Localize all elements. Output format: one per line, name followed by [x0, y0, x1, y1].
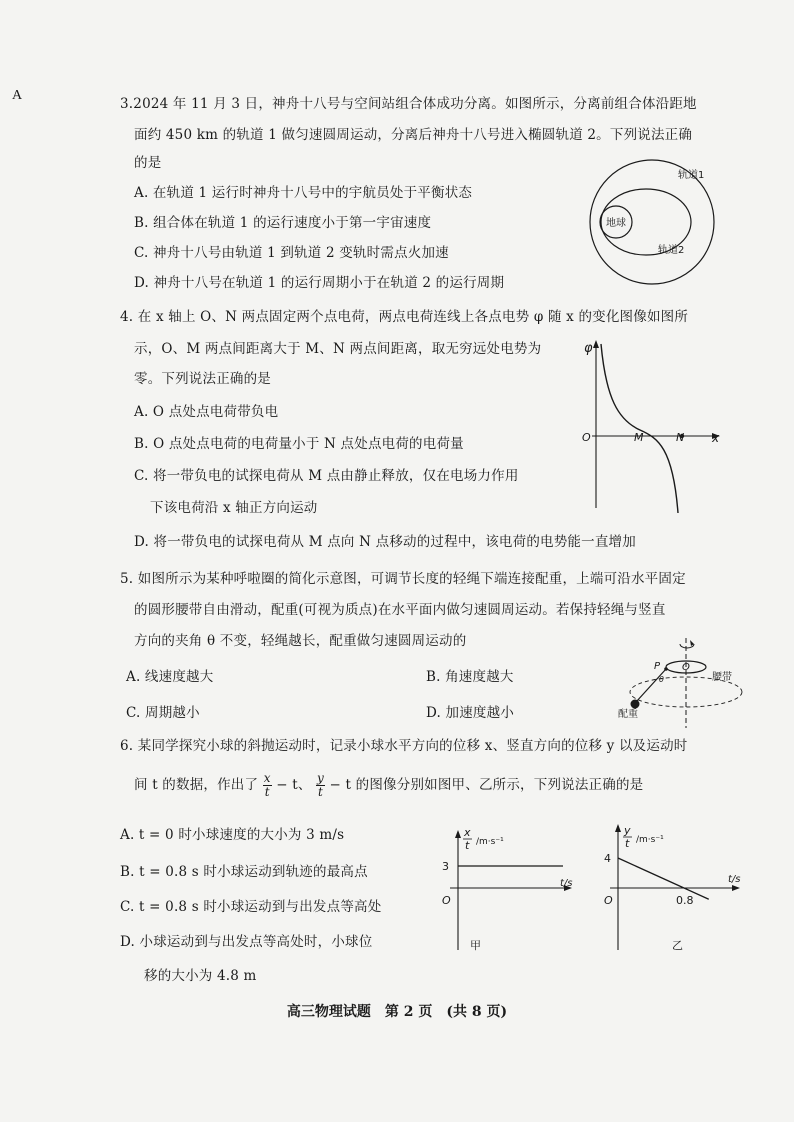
q4-option-c-cont: 下该电荷沿 x 轴正方向运动	[150, 500, 318, 516]
q3-option-b: B. 组合体在轨道 1 的运行速度小于第一宇宙速度	[134, 215, 432, 231]
chart-b-x-label: t/s	[728, 874, 741, 885]
frac-x-den: t	[264, 785, 270, 799]
q4-option-a: A. O 点处点电荷带负电	[134, 404, 279, 420]
chart-a-y-arrow	[455, 830, 461, 838]
rope	[636, 669, 666, 702]
chart-a-y-num: x	[464, 826, 471, 839]
theta-label: θ	[659, 675, 664, 684]
orbit-1-label: 轨道1	[678, 170, 705, 181]
page-footer: 高三物理试题 第 2 页 (共 8 页)	[286, 1004, 508, 1020]
q6-option-d: D. 小球运动到与出发点等高处时，小球位	[120, 934, 373, 950]
chart-b-y-den: t	[625, 837, 630, 850]
belt-label: 腰带	[712, 672, 732, 683]
q5-stem-line-2: 的圆形腰带自由滑动，配重(可视为质点)在水平面内做匀速圆周运动。若保持轻绳与竖直	[134, 602, 666, 618]
q6-stem-line-2	[134, 770, 643, 800]
q5-option-c: C. 周期越小	[126, 705, 200, 721]
q6-stem-line-1: 6. 某同学探究小球的斜抛运动时，记录小球水平方向的位移 x、竖直方向的位移 y 以及运动时	[120, 738, 688, 754]
chart-b-y-arrow	[615, 824, 621, 832]
x-label: x	[712, 431, 720, 445]
q6-line2-pre: 间 t 的数据，作出了	[134, 777, 259, 793]
chart-a-x-label: t/s	[560, 878, 573, 889]
chart-a-ytick-label: 3	[442, 860, 449, 873]
q3-stem-line-3: 的是	[134, 155, 162, 171]
origin-o-label: O	[582, 431, 591, 444]
fraction-x-over-t	[263, 772, 272, 799]
o-label: O	[682, 662, 690, 673]
q3-orbit-figure	[586, 150, 716, 290]
q6-chart-a	[428, 822, 588, 962]
chart-b-y-num: y	[624, 824, 631, 837]
q6-dash-t-2: − t	[329, 777, 352, 793]
q6-option-d-cont: 移的大小为 4.8 m	[144, 968, 257, 984]
q4-option-b: B. O 点处点电荷的电荷量小于 N 点处点电荷的电荷量	[134, 436, 464, 452]
phi-label: φ	[584, 341, 593, 356]
frac-y-num: y	[317, 771, 324, 785]
q3-option-c: C. 神舟十八号由轨道 1 到轨道 2 变轨时需点火加速	[134, 245, 449, 261]
orbit-2-label: 轨道2	[658, 245, 685, 256]
chart-a-y-den: t	[465, 839, 470, 852]
point-n-label: N	[676, 431, 685, 444]
phi-curve	[601, 344, 678, 513]
phi-axis-arrow	[593, 340, 599, 348]
q4-option-c: C. 将一带负电的试探电荷从 M 点由静止释放，仅在电场力作用	[134, 468, 519, 484]
frac-x-num: x	[263, 771, 271, 785]
chart-b-series-line	[618, 858, 709, 899]
q6-dash-t-1: − t、	[276, 777, 312, 793]
p-label: P	[654, 661, 661, 672]
q4-option-d: D. 将一带负电的试探电荷从 M 点向 N 点移动的过程中，该电荷的电势能一直增加	[134, 534, 636, 550]
fraction-y-over-t	[316, 772, 325, 799]
chart-b-caption: 乙	[672, 939, 683, 952]
chart-a-y-unit: /m·s⁻¹	[476, 837, 504, 847]
q6-option-b: B. t = 0.8 s 时小球运动到轨迹的最高点	[120, 864, 368, 880]
q6-chart-b	[592, 822, 752, 962]
chart-b-xtick-label: 0.8	[676, 894, 694, 907]
q6-option-a: A. t = 0 时小球速度的大小为 3 m/s	[120, 827, 345, 843]
q3-option-a: A. 在轨道 1 运行时神舟十八号中的宇航员处于平衡状态	[134, 185, 473, 201]
point-m-label: M	[634, 431, 644, 444]
q3-stem-line-2: 面约 450 km 的轨道 1 做匀速圆周运动，分离后神舟十八号进入椭圆轨道 2。下列说法正确	[134, 127, 693, 143]
q5-option-d: D. 加速度越小	[426, 705, 515, 721]
page-marker: A	[12, 88, 23, 103]
q3-stem-line-1: 3.2024 年 11 月 3 日，神舟十八号与空间站组合体成功分离。如图所示，分离前组合体沿距地	[120, 96, 697, 112]
q4-stem-line-3: 零。下列说法正确的是	[134, 371, 271, 387]
q5-option-a: A. 线速度越大	[126, 669, 214, 685]
chart-b-y-unit: /m·s⁻¹	[636, 835, 664, 845]
q5-stem-line-1: 5. 如图所示为某种呼啦圈的简化示意图，可调节长度的轻绳下端连接配重，上端可沿水平固定	[120, 571, 686, 587]
chart-b-marks	[604, 852, 709, 907]
chart-a-caption: 甲	[470, 939, 481, 952]
q4-potential-graph	[578, 338, 728, 518]
weight-label: 配重	[618, 709, 638, 720]
chart-a-origin: O	[442, 894, 451, 907]
q3-option-d: D. 神舟十八号在轨道 1 的运行周期小于在轨道 2 的运行周期	[134, 275, 505, 291]
q5-hula-hoop-figure	[614, 636, 744, 731]
point-p	[664, 667, 668, 671]
q6-line2-post: 的图像分别如图甲、乙所示，下列说法正确的是	[355, 777, 644, 793]
frac-y-den: t	[317, 785, 324, 799]
q5-option-b: B. 角速度越大	[426, 669, 514, 685]
q5-stem-line-3: 方向的夹角 θ 不变，轻绳越长，配重做匀速圆周运动的	[134, 633, 467, 649]
q4-stem-line-1: 4. 在 x 轴上 O、N 两点固定两个点电荷，两点电荷连线上各点电势 φ 随 x 的变化图像如图所	[120, 309, 689, 325]
chart-b-origin: O	[604, 894, 613, 907]
chart-b-ytick-label: 4	[604, 852, 611, 865]
weight-ball	[631, 700, 640, 709]
earth-label: 地球	[606, 218, 626, 229]
q4-stem-line-2: 示，O、M 两点间距离大于 M、N 两点间距离，取无穷远处电势为	[134, 341, 542, 357]
chart-b-x-arrow	[732, 885, 740, 891]
q6-option-c: C. t = 0.8 s 时小球运动到与出发点等高处	[120, 899, 382, 915]
chart-a-marks	[442, 860, 563, 873]
